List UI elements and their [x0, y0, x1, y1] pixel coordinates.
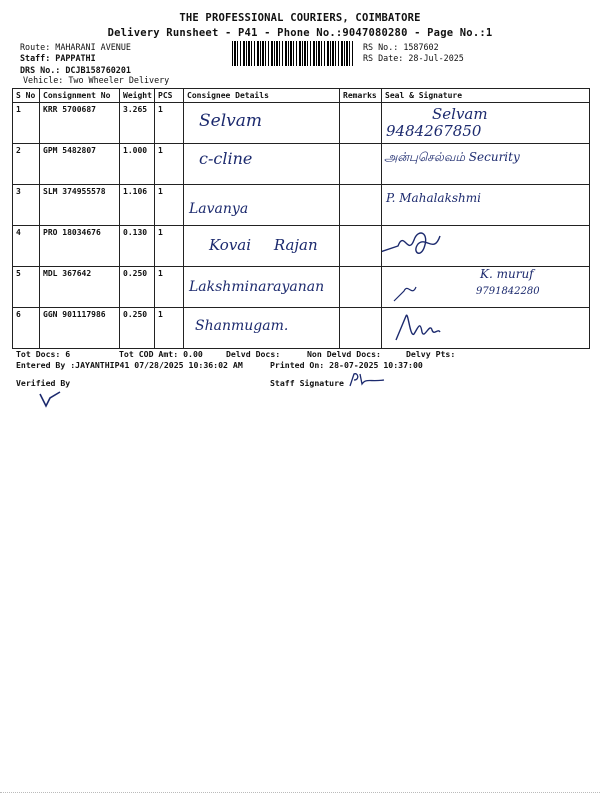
table-row	[13, 267, 590, 308]
consignee-handwriting: c-cline	[199, 149, 253, 168]
entered-by: Entered By :JAYANTHIP41 07/28/2025 10:36:02 AM	[16, 360, 243, 370]
total-cod: Tot COD Amt: 0.00	[119, 349, 203, 359]
col-consignee: Consignee Details	[184, 89, 340, 103]
cell-sno: 2	[13, 144, 40, 185]
cell-sno: 3	[13, 185, 40, 226]
col-consignment: Consignment No	[40, 89, 120, 103]
cell-weight: 1.106	[120, 185, 155, 226]
cell-consignment: GPM 5482807	[40, 144, 120, 185]
consignee-handwriting: Lavanya	[189, 201, 249, 217]
vehicle-label: Vehicle: Two Wheeler Delivery	[23, 75, 170, 85]
col-remarks: Remarks	[340, 89, 382, 103]
signature-scribble	[390, 308, 450, 344]
rs-date: RS Date: 28-Jul-2025	[363, 53, 464, 63]
cell-consignment: SLM 374955578	[40, 185, 120, 226]
cell-consignment: KRR 5700687	[40, 103, 120, 144]
cell-remarks	[340, 185, 382, 226]
cell-consignee	[184, 185, 340, 226]
cell-consignment: MDL 367642	[40, 267, 120, 308]
cell-consignment: GGN 901117986	[40, 308, 120, 349]
cell-signature	[382, 267, 590, 308]
cell-sno: 1	[13, 103, 40, 144]
total-docs: Tot Docs: 6	[16, 349, 71, 359]
cell-pcs: 1	[155, 226, 184, 267]
signature-handwriting: K. muruf	[480, 267, 534, 281]
signature-scribble	[390, 267, 430, 303]
cell-consignee	[184, 308, 340, 349]
cell-consignee	[184, 267, 340, 308]
verified-signature	[36, 388, 66, 410]
route-label: Route: MAHARANI AVENUE	[20, 42, 131, 52]
consignee-handwriting: Lakshminarayanan	[189, 279, 325, 295]
drs-number: DRS No.: DCJB158760201	[20, 65, 131, 75]
delivered-docs: Delvd Docs:	[226, 349, 281, 359]
cell-weight: 0.250	[120, 267, 155, 308]
cell-signature	[382, 226, 590, 267]
col-signature: Seal & Signature	[382, 89, 590, 103]
col-sno: S No	[13, 89, 40, 103]
table-row	[13, 226, 590, 267]
consignee-handwriting: Shanmugam.	[195, 318, 289, 334]
barcode-image	[232, 41, 354, 66]
rs-number: RS No.: 1587602	[363, 42, 439, 52]
cell-remarks	[340, 103, 382, 144]
table-row	[13, 103, 590, 144]
col-weight: Weight	[120, 89, 155, 103]
cell-signature	[382, 103, 590, 144]
cell-consignee	[184, 226, 340, 267]
signature-handwriting: அன்புசெல்வம் Security	[384, 150, 520, 164]
cell-signature	[382, 144, 590, 185]
table-row	[13, 144, 590, 185]
cell-remarks	[340, 267, 382, 308]
staff-label: Staff: PAPPATHI	[20, 53, 96, 63]
cell-weight: 0.130	[120, 226, 155, 267]
cell-pcs: 1	[155, 308, 184, 349]
consignment-table	[12, 88, 590, 349]
cell-consignee	[184, 103, 340, 144]
staff-signature-mark	[348, 372, 388, 388]
signature-handwriting: P. Mahalakshmi	[386, 191, 481, 205]
non-delivered-docs: Non Delvd Docs:	[307, 349, 381, 359]
cell-weight: 3.265	[120, 103, 155, 144]
cell-pcs: 1	[155, 103, 184, 144]
signature-phone: 9484267850	[386, 122, 482, 140]
table-header-row	[13, 89, 590, 103]
cell-weight: 1.000	[120, 144, 155, 185]
delivery-points: Delvy Pts:	[406, 349, 456, 359]
cell-sno: 5	[13, 267, 40, 308]
cell-weight: 0.250	[120, 308, 155, 349]
cell-remarks	[340, 144, 382, 185]
printed-on: Printed On: 28-07-2025 10:37:00	[270, 360, 423, 370]
cell-signature	[382, 308, 590, 349]
cell-consignment: PRO 18034676	[40, 226, 120, 267]
cell-pcs: 1	[155, 185, 184, 226]
cell-pcs: 1	[155, 267, 184, 308]
cell-sno: 4	[13, 226, 40, 267]
cell-signature	[382, 185, 590, 226]
col-pcs: PCS	[155, 89, 184, 103]
table-row	[13, 185, 590, 226]
consignee-handwriting: Selvam	[199, 111, 263, 131]
signature-scribble	[382, 226, 455, 262]
runsheet-subtitle: Delivery Runsheet - P41 - Phone No.:9047080280 - Page No.:1	[107, 27, 493, 39]
table-row	[13, 308, 590, 349]
company-title: THE PROFESSIONAL COURIERS, COIMBATORE	[179, 12, 421, 24]
cell-consignee	[184, 144, 340, 185]
verified-by-label: Verified By	[16, 378, 71, 388]
cell-pcs: 1	[155, 144, 184, 185]
signature-handwriting: Selvam	[432, 105, 488, 123]
signature-phone: 9791842280	[476, 286, 540, 297]
cell-sno: 6	[13, 308, 40, 349]
consignee-handwriting: Kovai Rajan	[209, 236, 318, 254]
staff-signature-label: Staff Signature	[270, 378, 344, 388]
cell-remarks	[340, 226, 382, 267]
cell-remarks	[340, 308, 382, 349]
